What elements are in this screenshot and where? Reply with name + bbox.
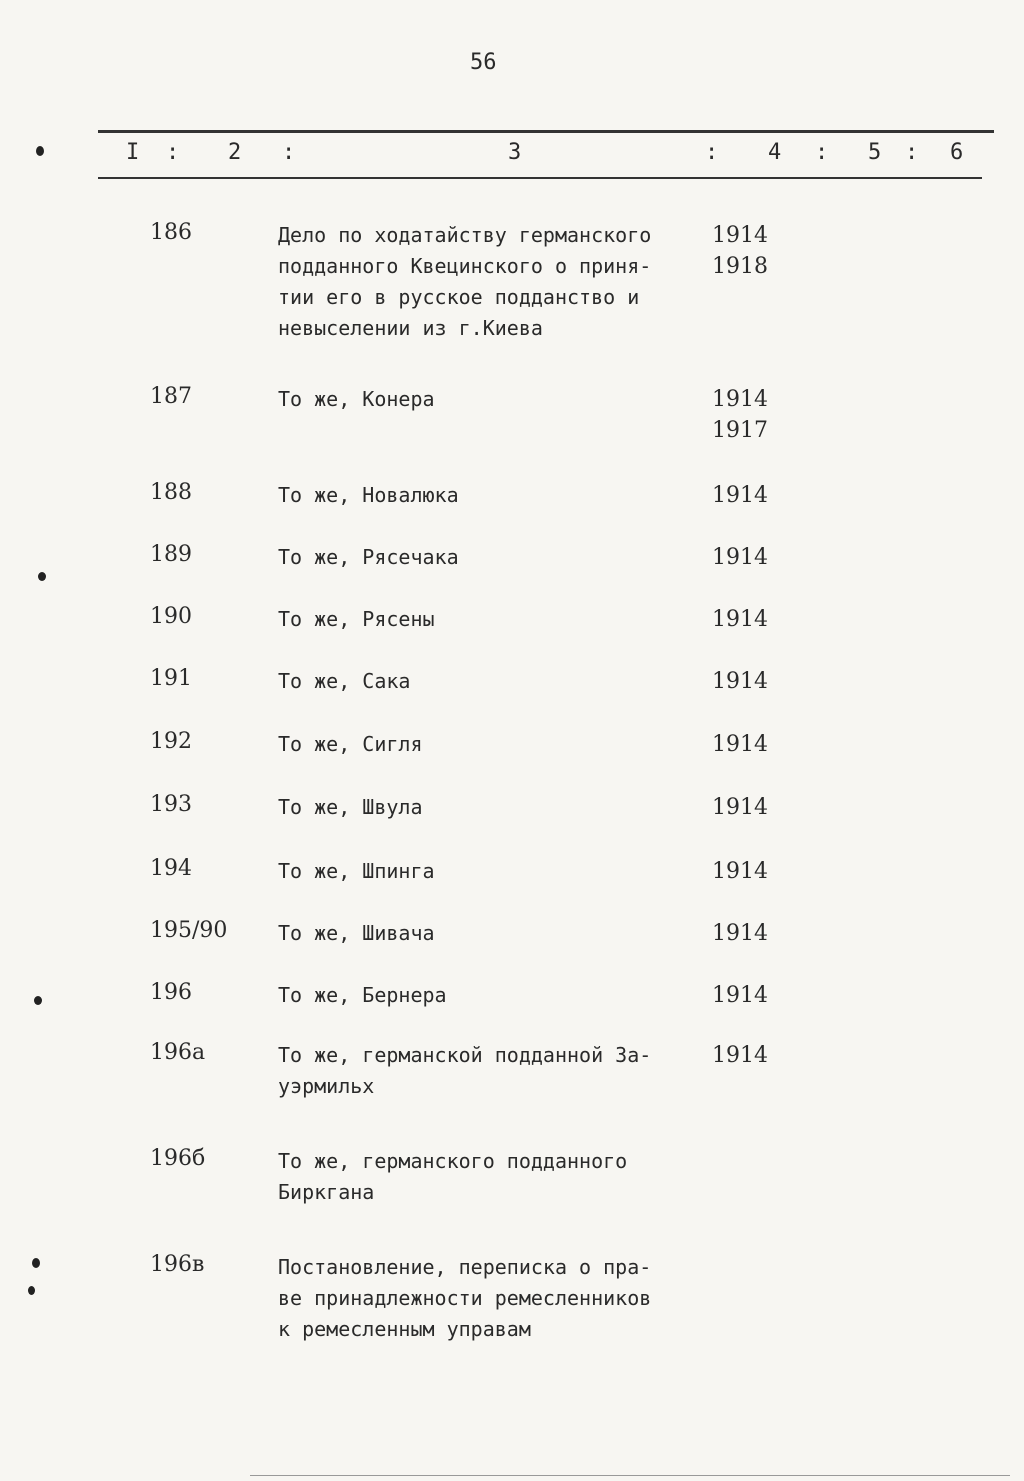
record-description: То же, Новалюка [278, 483, 459, 507]
record-description: То же, германского подданного Биркгана [278, 1149, 628, 1204]
header-col-6: 6 [950, 140, 964, 165]
record-years: 1914 [712, 545, 768, 570]
record-description: То же, Рясены [278, 607, 435, 631]
record-description: То же, германской подданной За- уэрмильх [278, 1043, 652, 1098]
page-number: 56 [470, 50, 497, 75]
record-number: 189 [150, 542, 192, 567]
record-number: 196б [150, 1146, 206, 1171]
header-separator: : [705, 140, 719, 165]
record-description: То же, Сака [278, 669, 411, 693]
record-years: 1914 [712, 921, 768, 946]
header-bottom-rule [98, 177, 982, 179]
footer-rule [250, 1475, 1010, 1476]
header-separator: : [166, 140, 180, 165]
record-years: 1914 1917 [712, 387, 768, 443]
record-number: 193 [150, 792, 192, 817]
record-years: 1914 [712, 732, 768, 757]
header-col-3: 3 [508, 140, 522, 165]
header-col-5: 5 [868, 140, 882, 165]
record-years: 1914 1918 [712, 223, 768, 279]
header-top-rule [98, 130, 994, 133]
header-separator: : [282, 140, 296, 165]
record-description: Постановление, переписка о пра- ве принадлежности ремесленников к ремесленным управам [278, 1255, 652, 1341]
record-number: 190 [150, 604, 192, 629]
record-number: 196в [150, 1252, 205, 1277]
record-years: 1914 [712, 859, 768, 884]
record-number: 188 [150, 480, 192, 505]
header-col-4: 4 [768, 140, 782, 165]
record-years: 1914 [712, 795, 768, 820]
binding-hole-mark [28, 1286, 35, 1295]
record-number: 195/90 [150, 918, 228, 943]
record-number: 187 [150, 384, 192, 409]
record-description: То же, Швула [278, 795, 423, 819]
binding-hole-mark [38, 572, 46, 581]
record-description: Дело по ходатайству германского подданного Квецинского о приня- тии его в русское подданство и невыселении из г.Киева [278, 223, 652, 340]
record-description: То же, Рясечака [278, 545, 459, 569]
record-number: 191 [150, 666, 192, 691]
record-number: 196 [150, 980, 192, 1005]
record-years: 1914 [712, 607, 768, 632]
record-number: 194 [150, 856, 192, 881]
record-years: 1914 [712, 669, 768, 694]
binding-hole-mark [32, 1258, 40, 1268]
record-description: То же, Бернера [278, 983, 447, 1007]
record-number: 192 [150, 729, 192, 754]
record-number: 196а [150, 1040, 206, 1065]
binding-hole-mark [36, 146, 44, 156]
header-separator: : [905, 140, 919, 165]
record-number: 186 [150, 220, 192, 245]
record-description: То же, Конера [278, 387, 435, 411]
record-years: 1914 [712, 483, 768, 508]
binding-hole-mark [34, 996, 42, 1005]
header-separator: : [815, 140, 829, 165]
record-description: То же, Сигля [278, 732, 423, 756]
header-col-1: I [126, 140, 140, 165]
record-years: 1914 [712, 1043, 768, 1068]
header-col-2: 2 [228, 140, 242, 165]
record-description: То же, Шпинга [278, 859, 435, 883]
record-description: То же, Шивача [278, 921, 435, 945]
record-years: 1914 [712, 983, 768, 1008]
